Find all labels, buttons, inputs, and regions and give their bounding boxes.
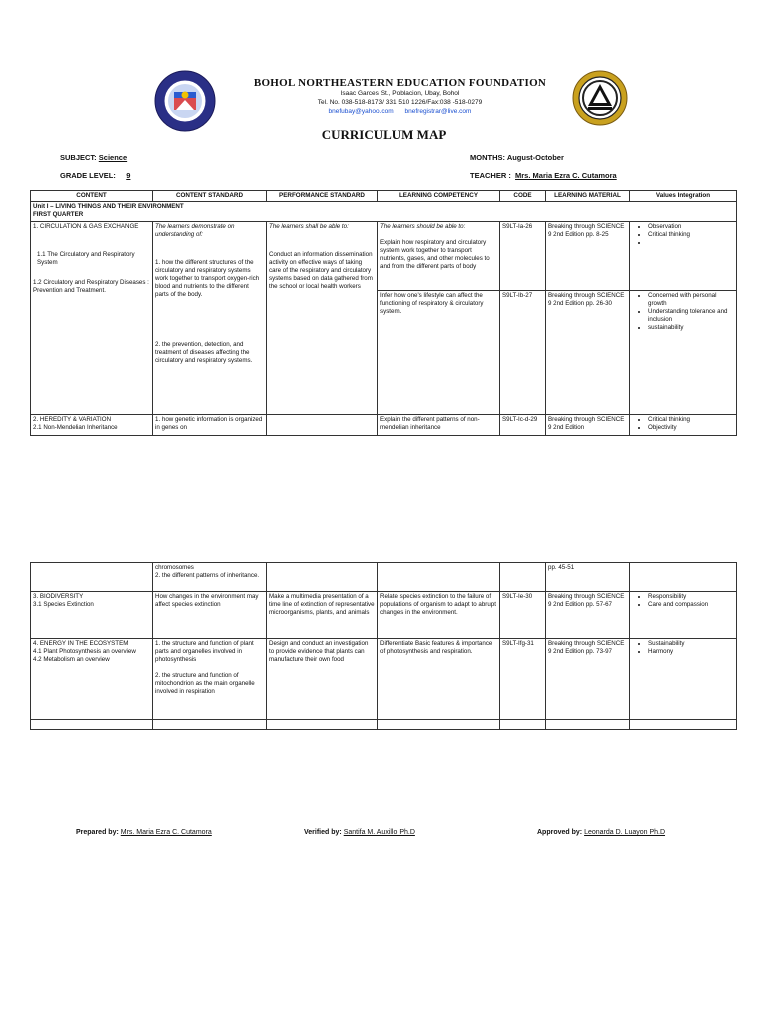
column-header: PERFORMANCE STANDARD xyxy=(267,191,378,202)
content-standard-cell xyxy=(153,222,267,415)
table-row xyxy=(31,592,737,639)
code-cell: S9LT-Ie-30 xyxy=(500,592,546,639)
competency-item: Explain how respiratory and circulatory system work together to transport nutrients, gases, and other molecules to and from the different parts of body xyxy=(380,239,490,270)
deped-seal-logo xyxy=(154,70,216,132)
value-item xyxy=(648,239,734,247)
subtopic: 4.2 Metabolism an overview xyxy=(33,656,110,663)
content-standard-cell xyxy=(153,639,267,720)
school-phone: Tel. No. 038-518-8173/ 331 510 1226/Fax:038 -518-0279 xyxy=(317,99,483,106)
table-row xyxy=(31,415,737,436)
grade-field xyxy=(60,171,130,180)
email-link-1[interactable]: bnefubay@yahoo.com xyxy=(328,108,394,115)
competency-intro: The learners should be able to: xyxy=(380,223,466,230)
value-item: • sustainability xyxy=(648,324,734,332)
competency-cell: Differentiate Basic features & importance of photosynthesis and respiration. xyxy=(378,639,500,720)
unit-row xyxy=(31,202,737,222)
competency-cell: Infer how one's lifestyle can affect the functioning of respiratory & circulatory system. xyxy=(378,291,500,415)
values-cell xyxy=(630,222,737,291)
school-name: BOHOL NORTHEASTERN EDUCATION FOUNDATION xyxy=(253,77,547,89)
empty-cell xyxy=(267,720,378,730)
standard-item: 2. the structure and function of mitochondrion as the main organelle involved in respiration xyxy=(155,672,255,695)
verified-name: Santifa M. Auxillo Ph.D xyxy=(343,829,415,836)
empty-cell xyxy=(153,720,267,730)
value-item: • Concerned with personal growth xyxy=(648,292,734,308)
subtopic: 3.1 Species Extinction xyxy=(33,601,94,608)
value-item: • Harmony xyxy=(648,648,734,656)
values-cell xyxy=(630,639,737,720)
performance-item: Conduct an information dissemination activity on effective ways of taking care of the respiratory and circulatory systems based on data gathered from the school or local health workers xyxy=(269,251,373,290)
value-item: • Responsibility xyxy=(648,593,734,601)
subject-field xyxy=(60,153,127,162)
column-header: LEARNING COMPETENCY xyxy=(378,191,500,202)
performance-standard-cell xyxy=(267,415,378,436)
unit-cell xyxy=(31,202,737,222)
empty-cell xyxy=(31,720,153,730)
material-cell: Breaking through SCIENCE 9 2nd Edition pp. 73-97 xyxy=(546,639,630,720)
material-cell: Breaking through SCIENCE 9 2nd Edition pp. 26-30 xyxy=(546,291,630,415)
standard-item: chromosomes xyxy=(155,564,194,571)
approved-label: Approved by: xyxy=(537,829,583,836)
code-cell: S9LT-Ia-26 xyxy=(500,222,546,291)
value-item: • Understanding tolerance and inclusion xyxy=(648,308,734,324)
curriculum-table-page1 xyxy=(30,190,737,436)
page-title: CURRICULUM MAP xyxy=(321,127,447,142)
performance-standard-cell xyxy=(267,563,378,592)
prepared-name: Mrs. Maria Ezra C. Cutamora xyxy=(120,829,212,836)
verified-label: Verified by: xyxy=(304,829,342,836)
subtopic: 1.1 The Circulatory and Respiratory System xyxy=(37,251,135,266)
value-item: • Objectivity xyxy=(648,424,734,432)
school-address: Isaac Garces St., Poblacion, Ubay, Bohol xyxy=(340,90,460,97)
content-standard-cell xyxy=(153,563,267,592)
months-value: August-October xyxy=(506,153,564,162)
bnef-school-logo xyxy=(572,70,628,126)
topic-title: 2. HEREDITY & VARIATION xyxy=(33,416,112,423)
school-header xyxy=(220,77,580,116)
standard-item: 2. the different patterns of inheritance. xyxy=(155,572,260,579)
approved-by xyxy=(537,829,665,836)
performance-standard-cell: Design and conduct an investigation to provide evidence that plants can manufacture their own food xyxy=(267,639,378,720)
empty-cell xyxy=(630,720,737,730)
content-standard-cell: How changes in the environment may affect species extinction xyxy=(153,592,267,639)
content-cell xyxy=(31,563,153,592)
teacher-field xyxy=(470,171,617,180)
value-item: • Critical thinking xyxy=(648,416,734,424)
teacher-value: Mrs. Maria Ezra C. Cutamora xyxy=(515,171,617,180)
code-cell: S9LT-Ifg-31 xyxy=(500,639,546,720)
curriculum-table-page2 xyxy=(30,562,737,730)
content-cell xyxy=(31,415,153,436)
values-cell xyxy=(630,291,737,415)
code-cell xyxy=(500,563,546,592)
standard-item: 2. the prevention, detection, and treatment of diseases affecting the circulatory and respiratory systems. xyxy=(155,341,253,364)
values-cell xyxy=(630,592,737,639)
subtopic: 2.1 Non-Mendelian Inheritance xyxy=(33,424,118,431)
quarter-title: FIRST QUARTER xyxy=(33,211,84,218)
values-cell xyxy=(630,563,737,592)
subject-value: Science xyxy=(98,153,128,162)
performance-intro: The learners shall be able to: xyxy=(269,223,349,230)
content-standard-cell: 1. how genetic information is organized in genes on xyxy=(153,415,267,436)
table-row xyxy=(31,720,737,730)
approved-name: Leonarda D. Luayon Ph.D xyxy=(584,829,666,836)
values-cell xyxy=(630,415,737,436)
performance-standard-cell: Make a multimedia presentation of a time line of extinction of representative microorganisms, plants, and animals xyxy=(267,592,378,639)
empty-cell xyxy=(500,720,546,730)
subject-label: SUBJECT: xyxy=(60,153,97,162)
competency-cell xyxy=(378,563,500,592)
table-row xyxy=(31,563,737,592)
material-cell: pp. 45-51 xyxy=(546,563,630,592)
column-header: CODE xyxy=(500,191,546,202)
grade-value: 9 xyxy=(126,171,131,180)
column-header: LEARNING MATERIAL xyxy=(546,191,630,202)
column-header: Values Integration xyxy=(630,191,737,202)
subtopic: 1.2 Circulatory and Respiratory Diseases : Prevention and Treatment. xyxy=(33,279,149,294)
standard-intro: The learners demonstrate on understanding of: xyxy=(155,223,235,238)
unit-title: Unit I – LIVING THINGS AND THEIR ENVIRONMENT xyxy=(33,203,184,210)
prepared-label: Prepared by: xyxy=(76,829,119,836)
competency-cell: Relate species extinction to the failure of populations of organism to adapt to abrupt changes in the environment. xyxy=(378,592,500,639)
code-cell: S9LT-Ib-27 xyxy=(500,291,546,415)
months-field xyxy=(470,153,564,162)
topic-title: 3. BIODIVERSITY xyxy=(33,593,84,600)
email-link-2[interactable]: bnefregistrar@live.com xyxy=(404,108,472,115)
standard-item: 1. the structure and function of plant parts and organelles involved in photosynthesis xyxy=(155,640,254,663)
content-cell xyxy=(31,639,153,720)
column-header: CONTENT xyxy=(31,191,153,202)
content-cell xyxy=(31,222,153,415)
empty-cell xyxy=(546,720,630,730)
months-label: MONTHS: xyxy=(470,153,505,162)
topic-title: 4. ENERGY IN THE ECOSYSTEM xyxy=(33,640,129,647)
value-item: • Care and compassion xyxy=(648,601,734,609)
performance-standard-cell xyxy=(267,222,378,415)
code-cell: S9LT-Ic-d-29 xyxy=(500,415,546,436)
material-cell: Breaking through SCIENCE 9 2nd Edition pp. 8-25 xyxy=(546,222,630,291)
school-emails xyxy=(220,107,580,116)
table-row xyxy=(31,639,737,720)
prepared-by xyxy=(76,829,212,836)
grade-label: GRADE LEVEL: xyxy=(60,171,116,180)
material-cell: Breaking through SCIENCE 9 2nd Edition xyxy=(546,415,630,436)
teacher-label: TEACHER : xyxy=(470,171,511,180)
table-header-row xyxy=(31,191,737,202)
subtopic: 4.1 Plant Photosynthesis an overview xyxy=(33,648,136,655)
table-row xyxy=(31,222,737,291)
column-header: CONTENT STANDARD xyxy=(153,191,267,202)
topic-title: 1. CIRCULATION & GAS EXCHANGE xyxy=(33,223,139,230)
value-item: • Observation xyxy=(648,223,734,231)
competency-cell: Explain the different patterns of non-mendelian inheritance xyxy=(378,415,500,436)
material-cell: Breaking through SCIENCE 9 2nd Edition pp. 57-67 xyxy=(546,592,630,639)
empty-cell xyxy=(378,720,500,730)
verified-by xyxy=(304,829,415,836)
value-item: • Sustainability xyxy=(648,640,734,648)
content-cell xyxy=(31,592,153,639)
standard-item: 1. how the different structures of the circulatory and respiratory systems work together to transport oxygen-rich blood and nutrients to the different parts of the body. xyxy=(155,259,260,298)
value-item: • Critical thinking xyxy=(648,231,734,239)
competency-cell xyxy=(378,222,500,291)
